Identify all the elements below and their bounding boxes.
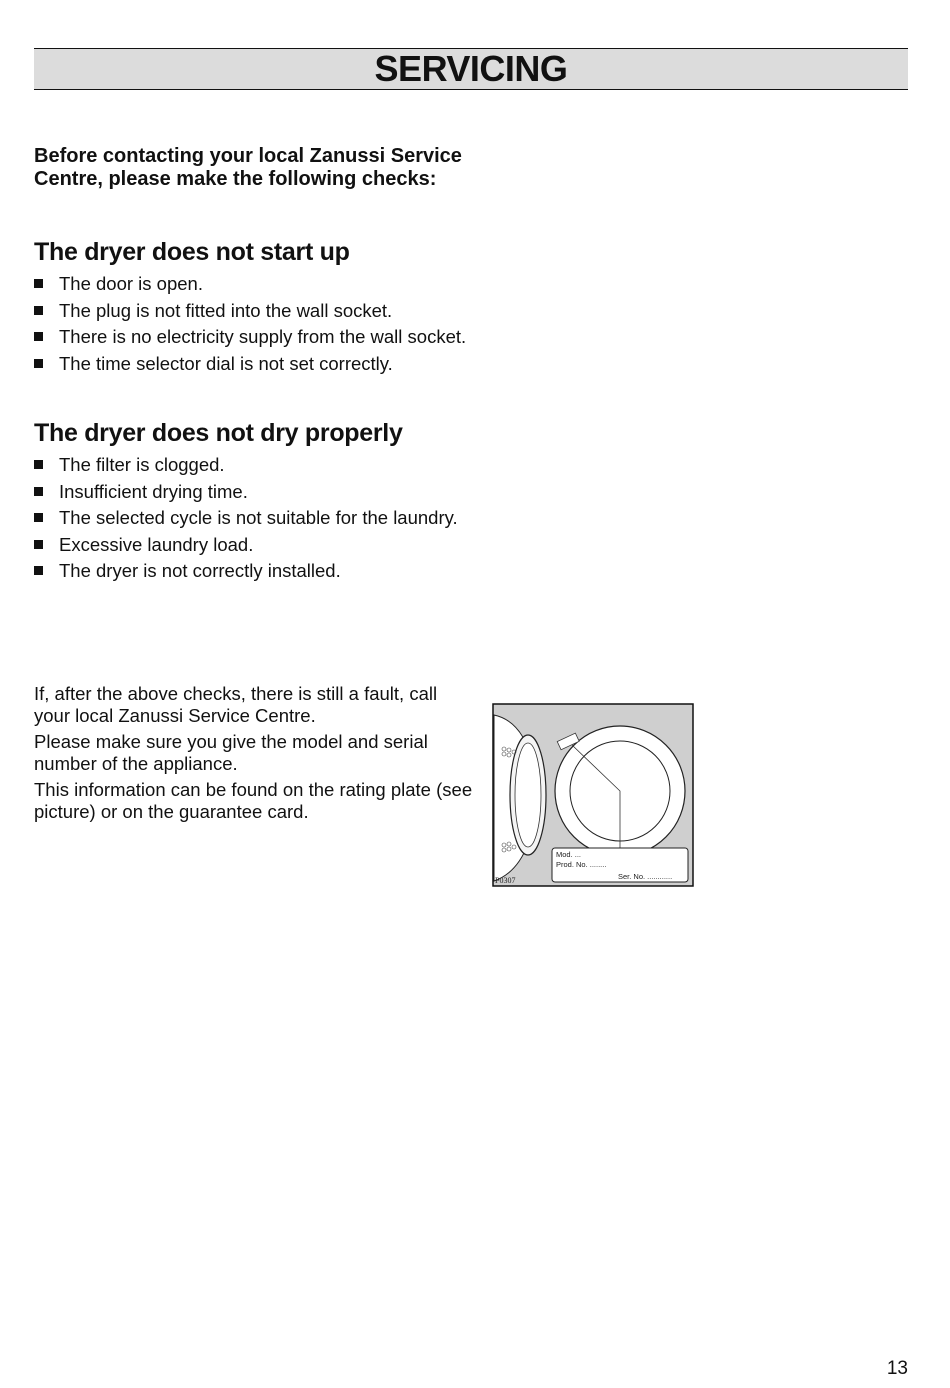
checklist <box>34 273 474 374</box>
intro-text: Before contacting your local Zanussi Service Centre, please make the following checks: <box>34 145 462 190</box>
square-bullet-icon <box>34 566 43 575</box>
square-bullet-icon <box>34 513 43 522</box>
square-bullet-icon <box>34 359 43 368</box>
list-item: The time selector dial is not set correctly. <box>34 353 474 374</box>
list-item: Excessive laundry load. <box>34 534 474 555</box>
section-heading: The dryer does not dry properly <box>34 419 403 447</box>
list-item: The filter is clogged. <box>34 454 474 475</box>
square-bullet-icon <box>34 460 43 469</box>
rating-plate <box>552 848 688 882</box>
paragraph: Please make sure you give the model and serial number of the appliance. <box>34 731 428 774</box>
plate-prod: Prod. No. ........ <box>556 860 607 869</box>
list-item: The plug is not fitted into the wall socket. <box>34 300 474 321</box>
square-bullet-icon <box>34 487 43 496</box>
square-bullet-icon <box>34 540 43 549</box>
title-bar <box>34 48 908 90</box>
list-item: Insufficient drying time. <box>34 481 474 502</box>
list-item: The selected cycle is not suitable for the laundry. <box>34 507 474 528</box>
section-heading: The dryer does not start up <box>34 238 350 266</box>
dryer-drum-icon <box>555 726 685 856</box>
list-item: The door is open. <box>34 273 474 294</box>
paragraph: This information can be found on the rating plate (see picture) or on the guarantee card. <box>34 779 473 822</box>
square-bullet-icon <box>34 306 43 315</box>
plate-mod: Mod. ... <box>556 850 582 859</box>
paragraph: If, after the above checks, there is still a fault, call your local Zanussi Service Centre. <box>34 683 438 726</box>
list-item: There is no electricity supply from the wall socket. <box>34 326 474 347</box>
page-number: 13 <box>886 1358 908 1379</box>
section-does-not-dry <box>34 418 474 587</box>
dryer-rating-plate-figure <box>492 703 694 887</box>
list-item: The dryer is not correctly installed. <box>34 560 474 581</box>
square-bullet-icon <box>34 332 43 341</box>
square-bullet-icon <box>34 279 43 288</box>
after-checks-text <box>34 683 474 827</box>
page-title: SERVICING <box>374 48 568 89</box>
plate-ser: Ser. No. ............ <box>618 872 673 881</box>
figure-code: P0307 <box>495 876 516 885</box>
checklist <box>34 454 474 581</box>
section-does-not-start <box>34 237 474 379</box>
